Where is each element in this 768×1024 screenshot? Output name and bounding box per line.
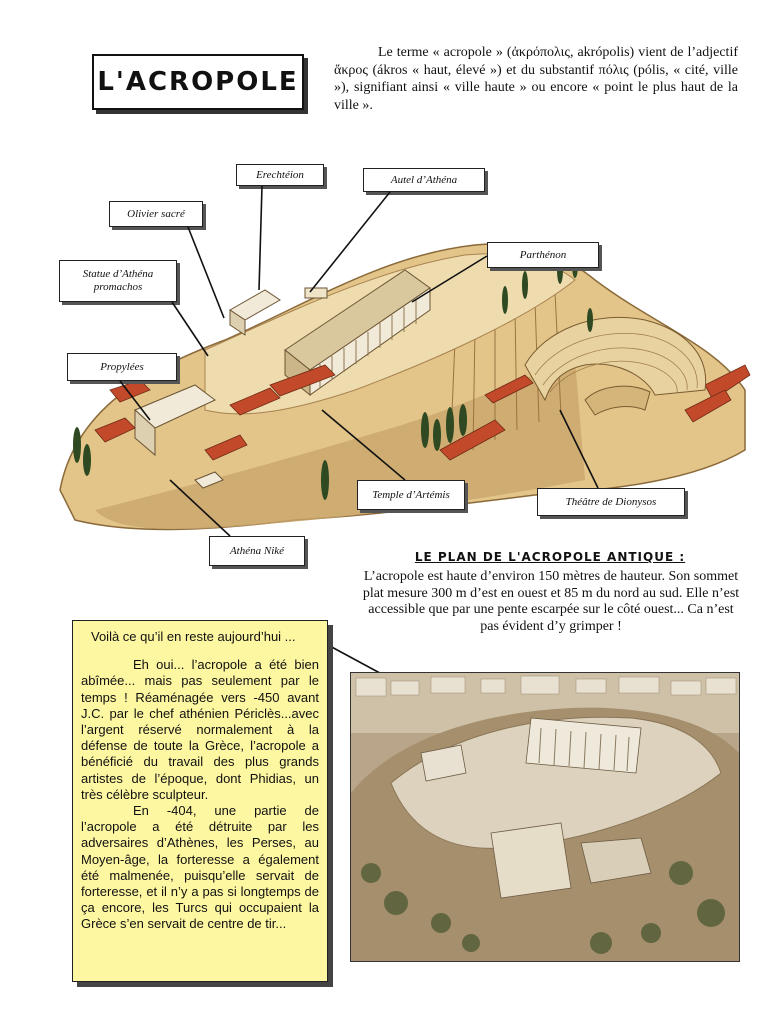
photo-parthenon	[526, 718, 641, 773]
label-statue-line1: Statue d’Athéna	[82, 268, 154, 280]
acropolis-aerial-photo	[350, 672, 740, 962]
today-paragraph-2: En -404, une partie de l’acropole a été détruite par les adversaires d’Athènes, les Perses, au Moyen-âge, la forteresse a également été malmenée, puisqu’elle servait de forteresse, et il n’y a pas si longtemps de ça encore, les Turcs qui occupaient la Grèce s’en servait de centre de tir...	[81, 803, 319, 932]
label-olivier-sacre: Olivier sacré	[109, 201, 203, 227]
label-statue-athena	[59, 260, 177, 302]
today-lead: Voilà ce qu’il en reste aujourd’hui ...	[91, 629, 296, 644]
label-statue-line2: promachos	[93, 281, 143, 293]
plan-text: L’acropole est haute d’environ 150 mètres de hauteur. Son sommet plat mesure 300 m d’est en ouest et 85 m du nord au sud. Elle n’est accessible que par une pente escarpée sur le côté ouest... Ca n’est pas évident d’y grimper !	[362, 569, 740, 634]
page-title: L'ACROPOLE	[92, 54, 304, 110]
intro-paragraph: Le terme « acropole » (ἀκρόπολις, akrópolis) vient de l’adjectif ἄκρος (ákros « haut, élevé ») et du substantif πόλις (pólis, « cité, ville »), signifiant ainsi « ville haute » ou encore « point le plus haut de la ville ».	[334, 45, 738, 113]
plan-title: LE PLAN DE L'ACROPOLE ANTIQUE :	[414, 550, 686, 564]
label-parthenon: Parthénon	[487, 242, 599, 268]
label-temple-artemis: Temple d’Artémis	[357, 480, 465, 510]
label-theatre-dionysos: Théâtre de Dionysos	[537, 488, 685, 516]
label-autel-athena: Autel d’Athéna	[363, 168, 485, 192]
label-propylees: Propylées	[67, 353, 177, 381]
label-athena-nike: Athéna Niké	[209, 536, 305, 566]
today-paragraph-1: Eh oui... l’acropole a été bien abîmée... mais pas seulement par le temps ! Réaménagée vers -450 avant J.C. par le chef athénien Périclès...avec l’argent réservé normalement à la défense de toute la Grèce, l’acropole a bénéficié du travail des plus grands artistes de l’époque, dont Phidias, un très célèbre sculpteur.	[81, 657, 319, 802]
label-erechteion: Erechtéion	[236, 164, 324, 186]
today-text-box	[72, 620, 328, 982]
